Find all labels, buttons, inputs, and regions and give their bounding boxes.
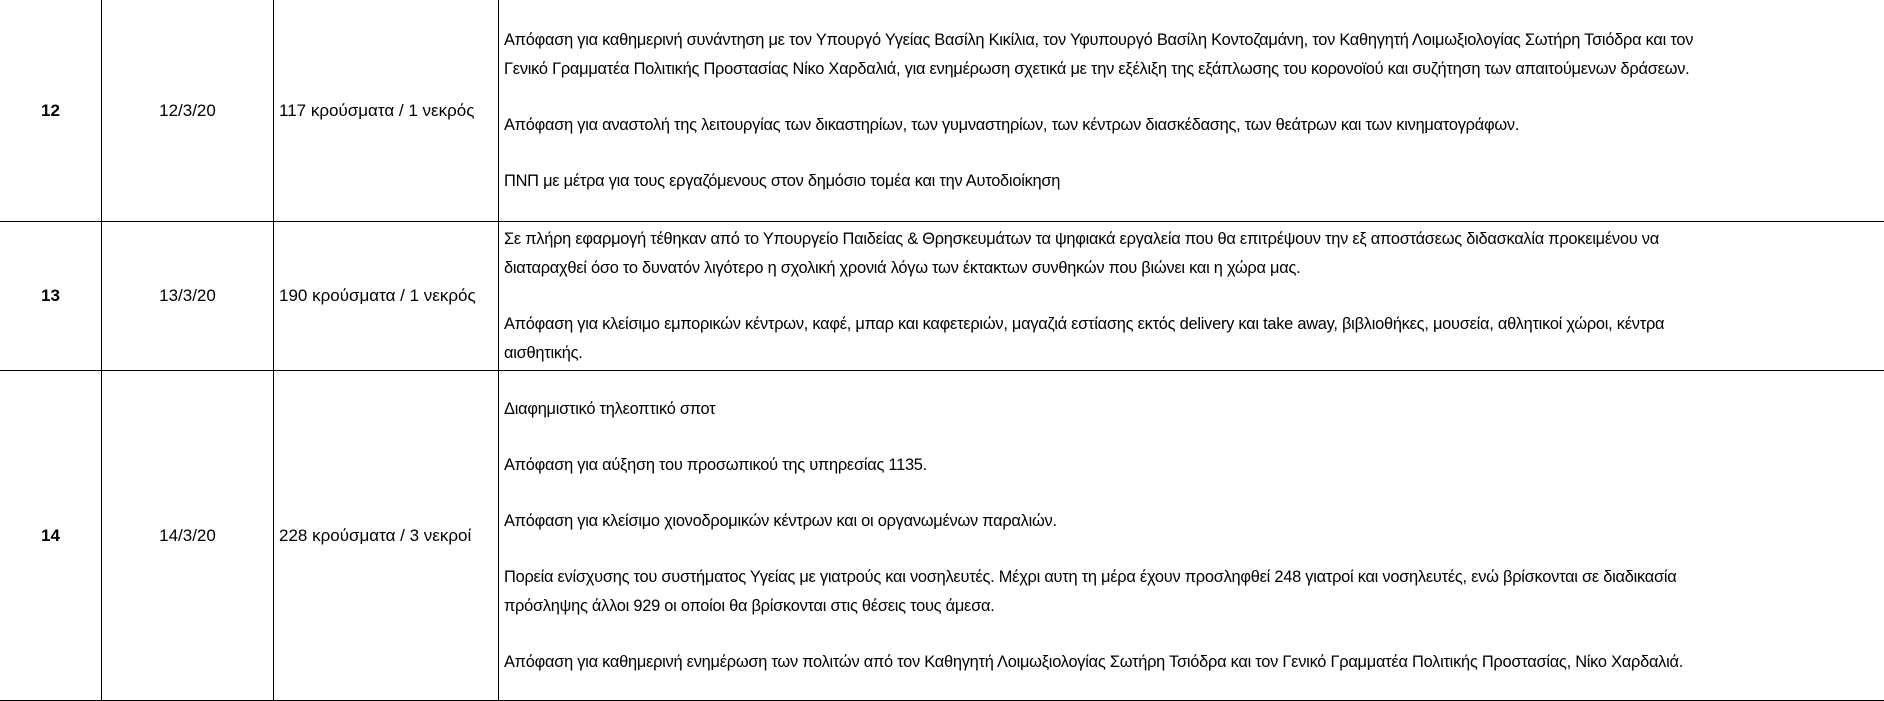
description-line: Σε πλήρη εφαρμογή τέθηκαν από το Υπουργείο Παιδείας & Θρησκευμάτων τα ψηφιακά εργαλεία που θα επιτρέψουν την εξ αποστάσεως διδασκαλία προκειμένου να [504,225,1884,254]
description-cell [499,0,1884,222]
row-number-cell: 13 [0,222,102,371]
description-line: ΠΝΠ με μέτρα για τους εργαζόμενους στον δημόσιο τομέα και την Αυτοδιοίκηση [504,167,1884,196]
date-cell: 12/3/20 [102,0,274,222]
description-line: Απόφαση για κλείσιμο χιονοδρομικών κέντρων και οι οργανωμένων παραλιών. [504,507,1884,536]
description-line: Απόφαση για αύξηση του προσωπικού της υπηρεσίας 1135. [504,451,1884,480]
row-number-cell: 14 [0,371,102,701]
table-row [0,371,1884,701]
description-cell [499,371,1884,701]
description-line: αισθητικής. [504,339,1884,368]
row-number-cell: 12 [0,0,102,222]
cases-cell: 190 κρούσματα / 1 νεκρός [274,222,499,371]
cases-cell: 228 κρούσματα / 3 νεκροί [274,371,499,701]
description-line: Διαφημιστικό τηλεοπτικό σποτ [504,395,1884,424]
description-line: διαταραχθεί όσο το δυνατόν λιγότερο η σχολική χρονιά λόγω των έκτακτων συνθηκών που βιώνει και η χώρα μας. [504,254,1884,283]
description-line: Απόφαση για καθημερινή ενημέρωση των πολιτών από τον Καθηγητή Λοιμωξιολογίας Σωτήρη Τσιόδρα και τον Γενικό Γραμματέα Πολιτικής Προστασίας, Νίκο Χαρδαλιά. [504,648,1884,677]
description-line: Πορεία ενίσχυσης του συστήματος Υγείας με γιατρούς και νοσηλευτές. Μέχρι αυτη τη μέρα έχουν προσληφθεί 248 γιατροί και νοσηλευτές, ενώ βρίσκονται σε διαδικασία [504,563,1884,592]
description-cell [499,222,1884,371]
description-line: Απόφαση για κλείσιμο εμπορικών κέντρων, καφέ, μπαρ και καφετεριών, μαγαζιά εστίασης εκτός delivery και take away, βιβλιοθήκες, μουσεία, αθλητικοί χώροι, κέντρα [504,310,1884,339]
description-line: Γενικό Γραμματέα Πολιτικής Προστασίας Νίκο Χαρδαλιά, για ενημέρωση σχετικά με την εξέλιξη της εξάπλωσης του κορονοϊού και συζήτηση των απαιτούμενων δράσεων. [504,55,1884,84]
table-row [0,0,1884,222]
table-row [0,222,1884,371]
date-cell: 13/3/20 [102,222,274,371]
cases-cell: 117 κρούσματα / 1 νεκρός [274,0,499,222]
description-line: πρόσληψης άλλοι 929 οι οποίοι θα βρίσκονται στις θέσεις τους άμεσα. [504,592,1884,621]
date-cell: 14/3/20 [102,371,274,701]
description-line: Απόφαση για αναστολή της λειτουργίας των δικαστηρίων, των γυμναστηρίων, των κέντρων διασκέδασης, των θεάτρων και των κινηματογράφων. [504,111,1884,140]
description-line: Απόφαση για καθημερινή συνάντηση με τον Υπουργό Υγείας Βασίλη Κικίλια, τον Υφυπουργό Βασίλη Κοντοζαμάνη, τον Καθηγητή Λοιμωξιολογίας Σωτήρη Τσιόδρα και τον [504,26,1884,55]
